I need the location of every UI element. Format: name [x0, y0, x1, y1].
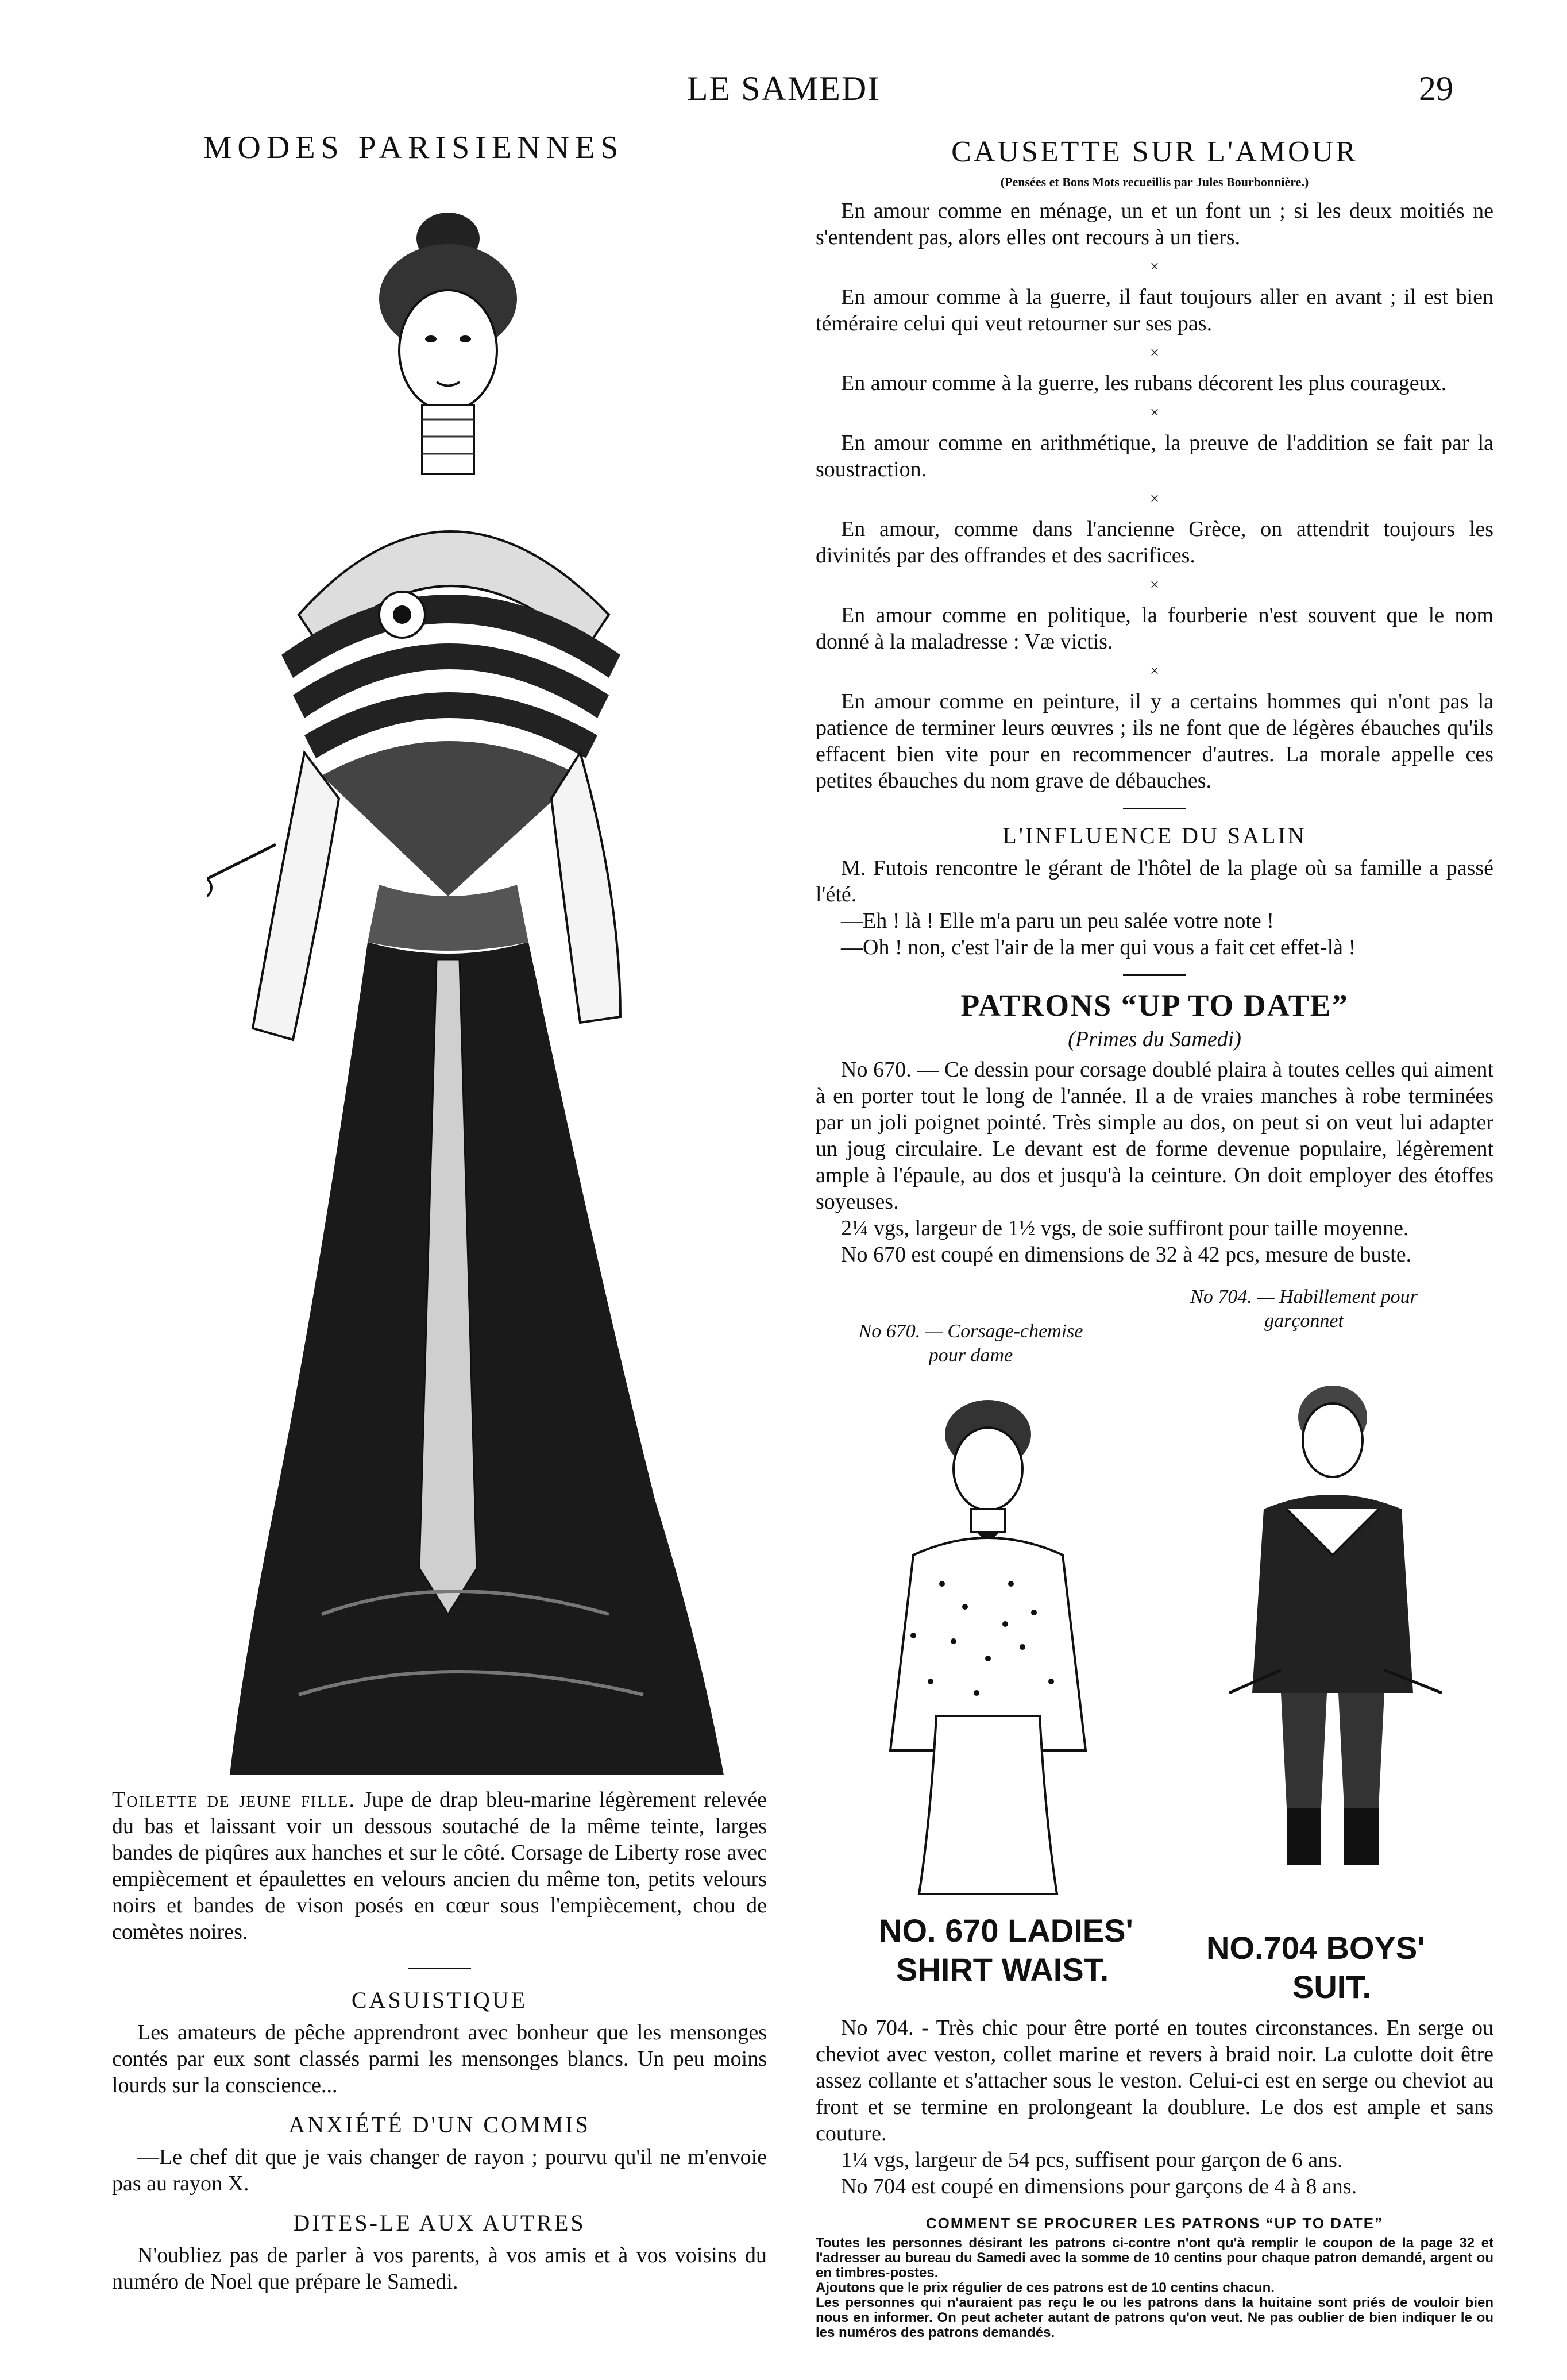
separator-mark: ×	[1150, 258, 1159, 276]
label-704-line2: SUIT.	[1292, 1969, 1371, 2005]
dites-text: N'oubliez pas de parler à vos parents, à vos amis et à vos voisins du numéro de Noel que prépare le Samedi.	[112, 2243, 767, 2294]
pattern-670-quantity: 2¼ vgs, largeur de 1½ vgs, de soie suffiront pour taille moyenne.	[841, 1216, 1409, 1240]
separator-mark: ×	[1150, 662, 1159, 680]
patrons-subtitle: (Primes du Samedi)	[1068, 1027, 1241, 1051]
causette-item-2: En amour comme à la guerre, il faut toujours aller en avant ; il est bien téméraire celui qui veut retourner sur ses pas.	[816, 285, 1493, 335]
influence-line-2: —Eh ! là ! Elle m'a paru un peu salée votre note !	[841, 909, 1274, 933]
ladies-shirt-illustration	[867, 1394, 1109, 1900]
label-670-line2: SHIRT WAIST.	[896, 1951, 1109, 1988]
influence-title: L'INFLUENCE DU SALIN	[1002, 823, 1307, 848]
influence-line-1: M. Futois rencontre le gérant de l'hôtel de la plage où sa famille a passé l'été.	[816, 856, 1493, 907]
label-704-line1: NO.704 BOYS'	[1206, 1930, 1425, 1966]
label-670	[879, 1911, 1143, 1989]
label-670-line1: NO. 670 LADIES'	[879, 1912, 1133, 1949]
influence-line-3: —Oh ! non, c'est l'air de la mer qui vous a fait cet effet-là !	[841, 935, 1356, 959]
illustration-caption	[112, 1787, 767, 1945]
boys-suit-illustration	[1218, 1371, 1448, 1888]
right-column	[816, 135, 1493, 2340]
divider-rule	[1123, 808, 1186, 809]
fig-670-caption: No 670. — Corsage-chemise pour dame	[858, 1321, 1083, 1366]
left-lower-column	[112, 1950, 767, 2295]
divider-rule	[1123, 974, 1186, 976]
order-instructions	[816, 2215, 1493, 2340]
comment-text-1: Toutes les personnes désirant les patrons ci-contre n'ont qu'à remplir le coupon de la page 32 et l'adresser au bureau du Samedi avec la somme de 10 centins pour chaque patron demandé, argent ou en timbres-postes.	[816, 2235, 1493, 2281]
pattern-670-sizes: No 670 est coupé en dimensions de 32 à 42 pcs, mesure de buste.	[841, 1243, 1412, 1267]
modes-parisiennes-title: MODES PARISIENNES	[203, 130, 624, 165]
causette-item-4: En amour comme en arithmétique, la preuve de l'addition se fait par la soustraction.	[816, 431, 1493, 481]
causette-item-6: En amour comme en politique, la fourberie n'est souvent que le nom donné à la maladresse : Væ victis.	[816, 603, 1493, 654]
divider-rule	[408, 1968, 471, 1969]
label-704	[1206, 1928, 1459, 2007]
causette-subtitle: (Pensées et Bons Mots recueillis par Jules Bourbonnière.)	[1000, 175, 1309, 189]
causette-item-7: En amour comme en peinture, il y a certains hommes qui n'ont pas la patience de terminer leurs œuvres ; ils ne font que de légères ébauches qu'ils effacent bien vite pour en recommencer d'autres. La morale appelle ces petites ébauches du nom grave de débauches.	[816, 689, 1493, 793]
caption-text: Jupe de drap bleu-marine légèrement relevée du bas et laissant voir un dessous soutaché de la même teinte, larges bandes de piqûres aux hanches et sur le côté. Corsage de Liberty rose avec empiècement et épaulettes en velours ancien du même ton, petits velours noirs et bandes de vison posés en cœur sous l'empiècement, chou de comètes noires.	[112, 1788, 767, 1944]
comment-title: COMMENT SE PROCURER LES PATRONS “UP TO DATE”	[925, 2215, 1384, 2232]
anxiete-text: —Le chef dit que je vais changer de rayon ; pourvu qu'il ne m'envoie pas au rayon X.	[112, 2145, 767, 2196]
page-number: 29	[1419, 70, 1453, 107]
pattern-704-description: No 704. - Très chic pour être porté en toutes circonstances. En serge ou cheviot avec veston, collet marine et revers à braid noir. La culotte doit être assez collante et s'attacher sous le veston. Celui-ci est en serge ou cheviot au front et se termine en prolongeant la doublure. Le dos est ample et sans couture.	[816, 2016, 1493, 2146]
pattern-704-sizes: No 704 est coupé en dimensions pour garçons de 4 à 8 ans.	[841, 2174, 1357, 2198]
pattern-704-quantity: 1¼ vgs, largeur de 54 pcs, suffisent pour garçon de 6 ans.	[841, 2148, 1343, 2172]
anxiete-title: ANXIÉTÉ D'UN COMMIS	[288, 2112, 590, 2138]
caption-lead: Toilette de jeune fille.	[112, 1788, 356, 1812]
patrons-title: PATRONS “UP TO DATE”	[960, 988, 1349, 1023]
separator-mark: ×	[1150, 576, 1159, 594]
comment-text-2: Ajoutons que le prix régulier de ces patrons est de 10 centins chacun.	[816, 2280, 1275, 2296]
dites-title: DITES-LE AUX AUTRES	[293, 2210, 586, 2236]
causette-item-5: En amour, comme dans l'ancienne Grèce, on attendrit toujours les divinités par des offrandes et des sacrifices.	[816, 517, 1493, 568]
fig-704-caption: No 704. — Habillement pour garçonnet	[1190, 1286, 1418, 1332]
pattern-670-description: No 670. — Ce dessin pour corsage doublé plaira à toutes celles qui aiment à en porter tout le long de l'année. Il a de vraies manches à robe terminées par un joli poignet pointé. Très simple au dos, on peut si on veut lui adapter un joug circulaire. Le devant est de forme devenue populaire, légèrement ample à l'épaule, au dos et jusqu'à la ceinture. On doit employer des étoffes soyeuses.	[816, 1058, 1493, 1214]
casuistique-text: Les amateurs de pêche apprendront avec bonheur que les mensonges contés par eux sont classés parmi les mensonges blancs. Un peu moins lourds sur la conscience...	[112, 2020, 767, 2097]
fashion-illustration	[207, 178, 747, 1787]
causette-item-1: En amour comme en ménage, un et un font un ; si les deux moitiés ne s'entendent pas, alors elles ont recours à un tiers.	[816, 199, 1493, 249]
masthead-title: LE SAMEDI	[686, 70, 881, 107]
separator-mark: ×	[1150, 404, 1159, 422]
comment-text-3: Les personnes qui n'auraient pas reçu le ou les patrons dans la huitaine sont priés de vouloir bien nous en informer. On peut acheter autant de patrons qu'on veut. Ne pas oublier de bien indiquer le ou les numéros des patrons demandés.	[816, 2295, 1493, 2340]
separator-mark: ×	[1150, 344, 1159, 362]
causette-item-3: En amour comme à la guerre, les rubans décorent les plus courageux.	[841, 371, 1447, 395]
casuistique-title: CASUISTIQUE	[351, 1987, 528, 2013]
pattern-figures	[816, 1285, 1493, 2015]
causette-title: CAUSETTE SUR L'AMOUR	[951, 136, 1358, 168]
separator-mark: ×	[1150, 490, 1159, 508]
